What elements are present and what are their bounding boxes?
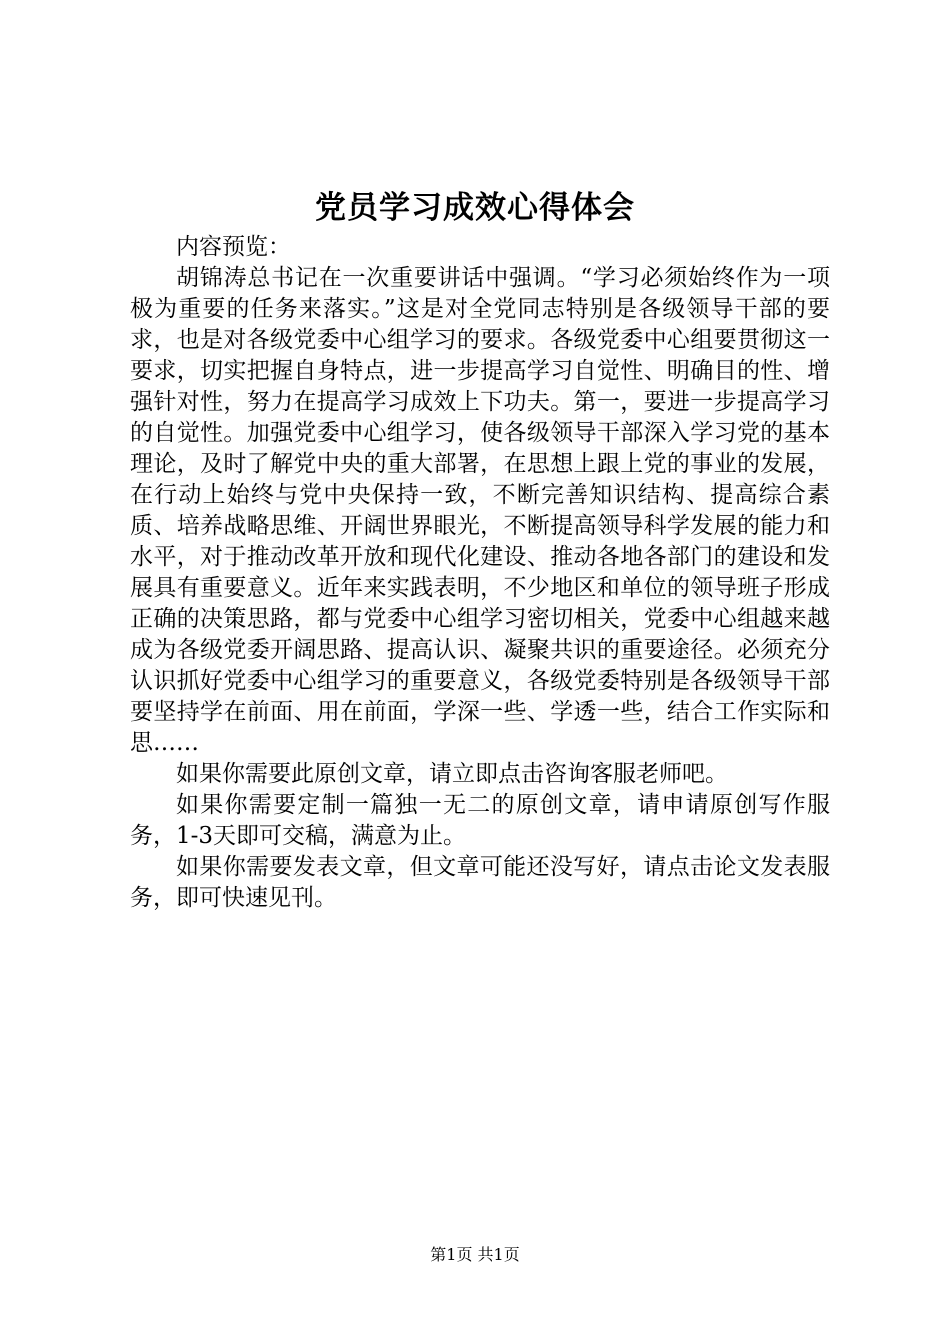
page-footer: 第1页 共1页 <box>430 1245 520 1264</box>
preview-label: 内容预览： <box>176 234 291 260</box>
paragraph-main: 胡锦涛总书记在一次重要讲话中强调。“学习必须始终作为一项极为重要的任务来落实。”这是对全党同志特别是各级领导干部的要求，也是对各级党委中心组学习的要求。各级党委中心组要贯彻这一要求，切实把握自身特点，进一步提高学习自觉性、明确目的性、增强针对性，努力在提高学习成效上下功夫。第一，要进一步提高学习的自觉性。加强党委中心组学习，使各级领导干部深入学习党的基本理论，及时了解党中央的重大部署，在思想上跟上党的事业的发展，在行动上始终与党中央保持一致，不断完善知识结构、提高综合素质、培养战略思维、开阔世界眼光，不断提高领导科学发展的能力和水平，对于推动改革开放和现代化建设、推动各地各部门的建设和发展具有重要意义。近年来实践表明，不少地区和单位的领导班子形成正确的决策思路，都与党委中心组学习密切相关，党委中心组越来越成为各级党委开阔思路、提高认识、凝聚共识的重要途径。必须充分认识抓好党委中心组学习的重要意义，各级党委特别是各级领导干部要坚持学在前面、用在前面，学深一些、学透一些，结合工作实际和思…… <box>130 265 830 756</box>
paragraph-consult: 如果你需要此原创文章，请立即点击咨询客服老师吧。 <box>176 761 728 787</box>
document-title: 党员学习成效心得体会 <box>315 190 635 226</box>
paragraph-custom-writing: 如果你需要定制一篇独一无二的原创文章，请申请原创写作服务，1-3天即可交稿，满意为止。 <box>130 792 830 849</box>
paragraph-publishing: 如果你需要发表文章，但文章可能还没写好，请点击论文发表服务，即可快速见刊。 <box>130 854 830 911</box>
document-body <box>130 232 830 914</box>
